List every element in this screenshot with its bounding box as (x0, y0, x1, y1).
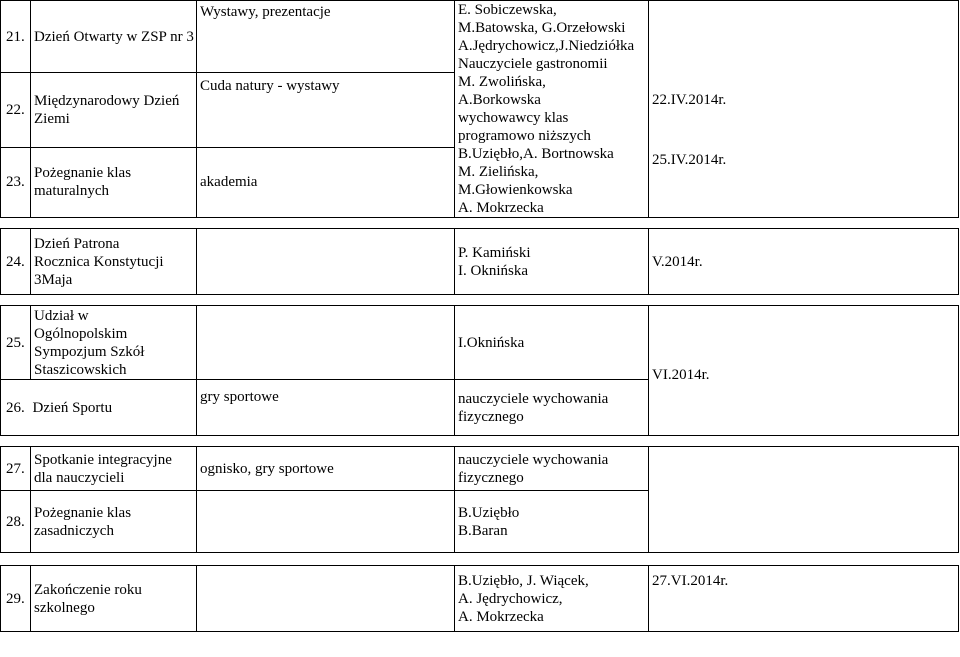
table-row (1, 1, 959, 73)
event-name (31, 566, 197, 632)
person-line: B.Uziębło (458, 504, 520, 521)
person-line: B.Uziębło,A. Bortnowska (458, 146, 614, 162)
table-gap (1, 553, 959, 566)
person-line: B.Baran (458, 522, 508, 539)
event-name: Dzień Otwarty w ZSP nr 3 (31, 1, 197, 73)
person-line: A.Jędrychowicz,J.Niedziółka (458, 38, 635, 54)
person-line: fizycznego (458, 408, 524, 425)
event-form (197, 306, 455, 380)
table-gap (1, 218, 959, 229)
person-line: E. Sobiczewska, (458, 2, 557, 18)
responsible-persons-cell (455, 380, 649, 436)
event-line: Zakończenie roku (34, 581, 142, 598)
table-gap (1, 295, 959, 306)
event-line: Staszicowskich (34, 361, 127, 378)
person-line: programowo niższych (458, 128, 591, 144)
person-line: M. Zwolińska, (458, 74, 546, 90)
table-row (1, 447, 959, 491)
person-line: Nauczyciele gastronomii (458, 56, 608, 72)
row-number: 23. (1, 147, 31, 217)
event-date: 25.IV.2014r. (652, 152, 727, 168)
person-line: M.Głowienkowska (458, 182, 573, 198)
row-number: 26. (6, 399, 25, 416)
person-line: P. Kamiński (458, 244, 531, 261)
event-date (649, 447, 959, 553)
person-line: A. Mokrzecka (458, 609, 544, 625)
event-form: gry sportowe (197, 380, 455, 436)
responsible-persons-cell (455, 447, 649, 491)
event-name (31, 229, 197, 295)
event-name (31, 491, 197, 553)
person-line: wychowawcy klas (458, 110, 569, 126)
person-line: nauczyciele wychowania (458, 451, 609, 468)
event-name (31, 306, 197, 380)
dates-cell (649, 1, 959, 218)
row-number: 25. (1, 306, 31, 380)
event-line: Ogólnopolskim (34, 325, 128, 342)
event-line: Pożegnanie klas (34, 504, 132, 521)
event-form: akademia (197, 147, 455, 217)
responsible-persons-cell (455, 566, 649, 632)
person-line: B.Uziębło, J. Wiącek, (458, 573, 589, 589)
event-date: 22.IV.2014r. (652, 92, 727, 108)
person-line: M. Zielińska, (458, 164, 539, 180)
person-line: A. Jędrychowicz, (458, 591, 563, 607)
event-form (197, 566, 455, 632)
responsible-persons-cell (455, 491, 649, 553)
responsible-persons-cell (455, 229, 649, 295)
event-form: Cuda natury - wystawy (197, 73, 455, 147)
event-line: Spotkanie integracyjne (34, 451, 172, 468)
event-line: Rocznica Konstytucji (34, 253, 164, 270)
event-line: zasadniczych (34, 522, 114, 539)
row-number: 22. (1, 73, 31, 147)
table-row (1, 306, 959, 380)
event-name (31, 447, 197, 491)
event-form (197, 229, 455, 295)
event-form: ognisko, gry sportowe (197, 447, 455, 491)
row-number: 24. (1, 229, 31, 295)
person-line: fizycznego (458, 469, 524, 486)
event-line: Dzień Patrona (34, 235, 120, 252)
person-line: I. Oknińska (458, 262, 528, 279)
responsible-persons-cell (455, 1, 649, 218)
person-line: A. Mokrzecka (458, 200, 544, 216)
event-name: Pożegnanie klas maturalnych (31, 147, 197, 217)
row-number: 21. (1, 1, 31, 73)
table-gap (1, 436, 959, 447)
event-line: dla nauczycieli (34, 469, 125, 486)
event-name: Międzynarodowy Dzień Ziemi (31, 73, 197, 147)
table-row (1, 566, 959, 632)
event-date: V.2014r. (649, 229, 959, 295)
event-line: Sympozjum Szkół (34, 343, 145, 360)
person-line: nauczyciele wychowania (458, 390, 609, 407)
row-number: 28. (1, 491, 31, 553)
person-line: M.Batowska, G.Orzełowski (458, 20, 626, 36)
event-line: 3Maja (34, 271, 73, 288)
event-date: VI.2014r. (649, 306, 959, 436)
event-line: Dzień Sportu (32, 399, 113, 416)
event-form (197, 491, 455, 553)
responsible-persons: I.Oknińska (455, 306, 649, 380)
event-date: 27.VI.2014r. (649, 566, 959, 632)
row-number: 27. (1, 447, 31, 491)
table-row (1, 229, 959, 295)
event-name (1, 380, 197, 436)
person-line: A.Borkowska (458, 92, 541, 108)
row-number: 29. (1, 566, 31, 632)
event-line: Udział w (34, 307, 89, 324)
event-line: szkolnego (34, 599, 95, 616)
event-form: Wystawy, prezentacje (197, 1, 455, 73)
